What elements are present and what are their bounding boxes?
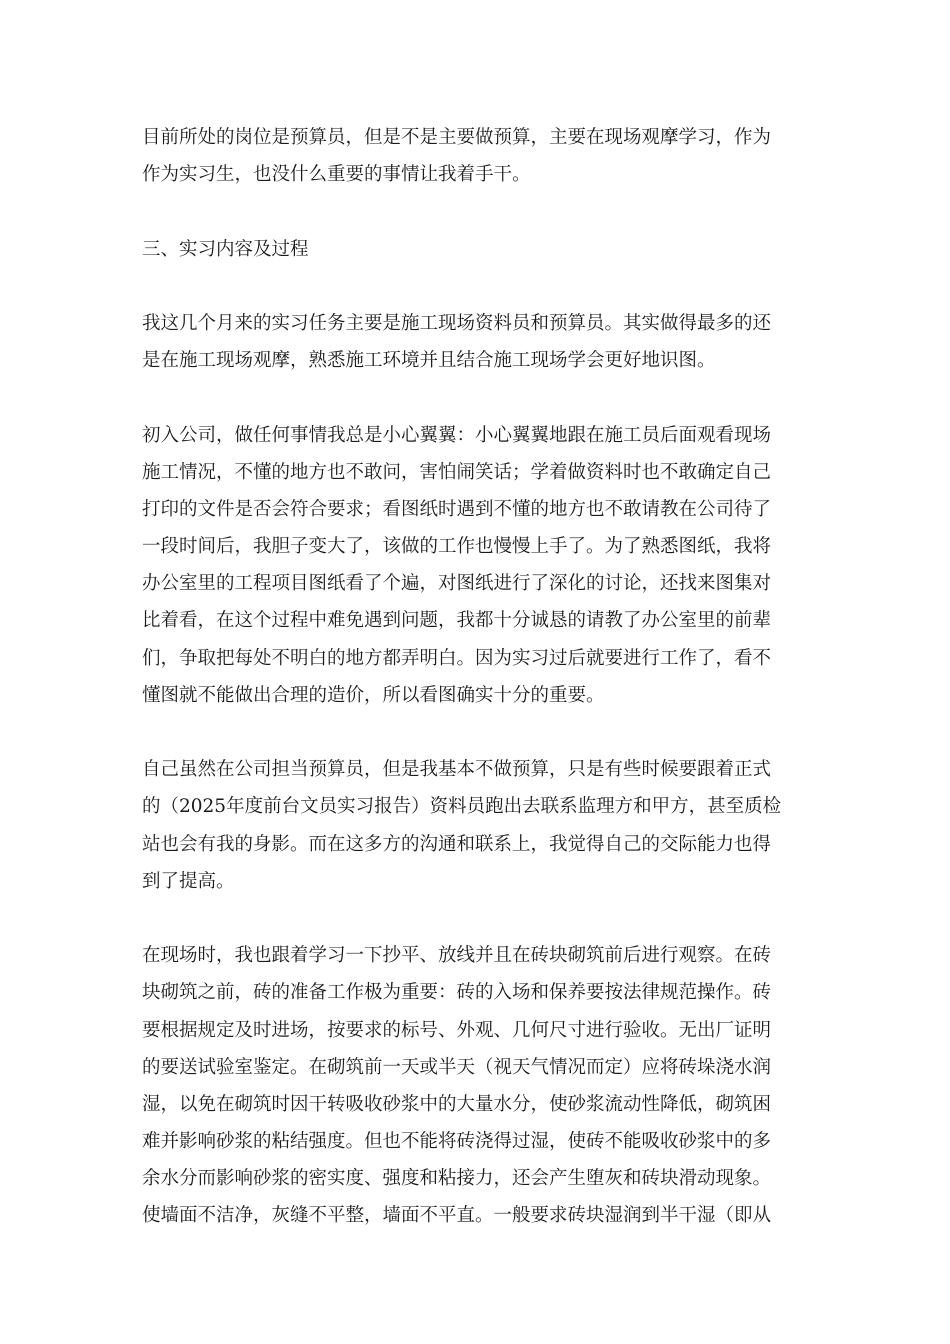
paragraph-gap bbox=[142, 193, 810, 230]
heading-line: 三、实习内容及过程 bbox=[142, 238, 309, 260]
text-line: 作为实习生，也没什么重要的事情让我着手干。 bbox=[142, 164, 531, 186]
text-line: 湿，以免在砌筑时因干转吸收砂浆中的大量水分，使砂浆流动性降低，砌筑困 bbox=[142, 1093, 772, 1115]
text-line: 初入公司，做任何事情我总是小心翼翼：小心翼翼地跟在施工员后面观看现场 bbox=[142, 424, 772, 446]
paragraph-first-days bbox=[142, 417, 810, 715]
text-line: 我这几个月来的实习任务主要是施工现场资料员和预算员。其实做得最多的还 bbox=[142, 312, 772, 334]
text-line: 的要送试验室鉴定。在砌筑前一天或半天（视天气情况而定）应将砖垛浇水润 bbox=[142, 1056, 772, 1078]
text-line: 懂图就不能做出合理的造价，所以看图确实十分的重要。 bbox=[142, 684, 605, 706]
text-line: 块砌筑之前，砖的准备工作极为重要：砖的入场和保养要按法律规范操作。砖 bbox=[142, 982, 772, 1004]
text-line: 的（2025年度前台文员实习报告）资料员跑出去联系监理方和甲方，甚至质检 bbox=[142, 796, 782, 818]
paragraph-gap bbox=[142, 714, 810, 751]
text-line: 一段时间后，我胆子变大了，该做的工作也慢慢上手了。为了熟悉图纸，我将 bbox=[142, 536, 772, 558]
text-line: 办公室里的工程项目图纸看了个遍，对图纸进行了深化的讨论，还找来图集对 bbox=[142, 573, 772, 595]
text-line: 要根据规定及时进场，按要求的标号、外观、几何尺寸进行验收。无出厂证明 bbox=[142, 1019, 772, 1041]
text-line: 站也会有我的身影。而在这多方的沟通和联系上，我觉得自己的交际能力也得 bbox=[142, 833, 772, 855]
paragraph-bricklaying bbox=[142, 937, 810, 1235]
paragraph-tasks bbox=[142, 305, 810, 379]
text-line: 目前所处的岗位是预算员，但是不是主要做预算，主要在现场观摩学习，作为 bbox=[142, 127, 772, 148]
paragraph-position bbox=[142, 119, 810, 193]
paragraph-gap bbox=[142, 900, 810, 937]
paragraph-communication bbox=[142, 751, 810, 900]
text-line: 到了提高。 bbox=[142, 870, 235, 892]
text-line: 们，争取把每处不明白的地方都弄明白。因为实习过后就要进行工作了，看不 bbox=[142, 647, 772, 669]
document-body bbox=[142, 119, 810, 1235]
text-line: 余水分而影响砂浆的密实度、强度和粘接力，还会产生堕灰和砖块滑动现象。 bbox=[142, 1168, 772, 1190]
paragraph-gap bbox=[142, 379, 810, 416]
text-line: 是在施工现场观摩，熟悉施工环境并且结合施工现场学会更好地识图。 bbox=[142, 350, 716, 372]
text-line: 打印的文件是否会符合要求；看图纸时遇到不懂的地方也不敢请教在公司待了 bbox=[142, 498, 772, 520]
text-line: 在现场时，我也跟着学习一下抄平、放线并且在砖块砌筑前后进行观察。在砖 bbox=[142, 945, 772, 967]
section-heading bbox=[142, 231, 810, 268]
text-line: 施工情况，不懂的地方也不敢问，害怕闹笑话；学着做资料时也不敢确定自己 bbox=[142, 461, 772, 483]
text-line: 使墙面不洁净，灰缝不平整，墙面不平直。一般要求砖块湿润到半干湿（即从 bbox=[142, 1205, 772, 1227]
text-line: 自己虽然在公司担当预算员，但是我基本不做预算，只是有些时候要跟着正式 bbox=[142, 759, 772, 781]
text-line: 难并影响砂浆的粘结强度。但也不能将砖浇得过湿，使砖不能吸收砂浆中的多 bbox=[142, 1131, 772, 1153]
text-line: 比着看，在这个过程中难免遇到问题，我都十分诚恳的请教了办公室里的前辈 bbox=[142, 610, 772, 632]
paragraph-gap bbox=[142, 268, 810, 305]
